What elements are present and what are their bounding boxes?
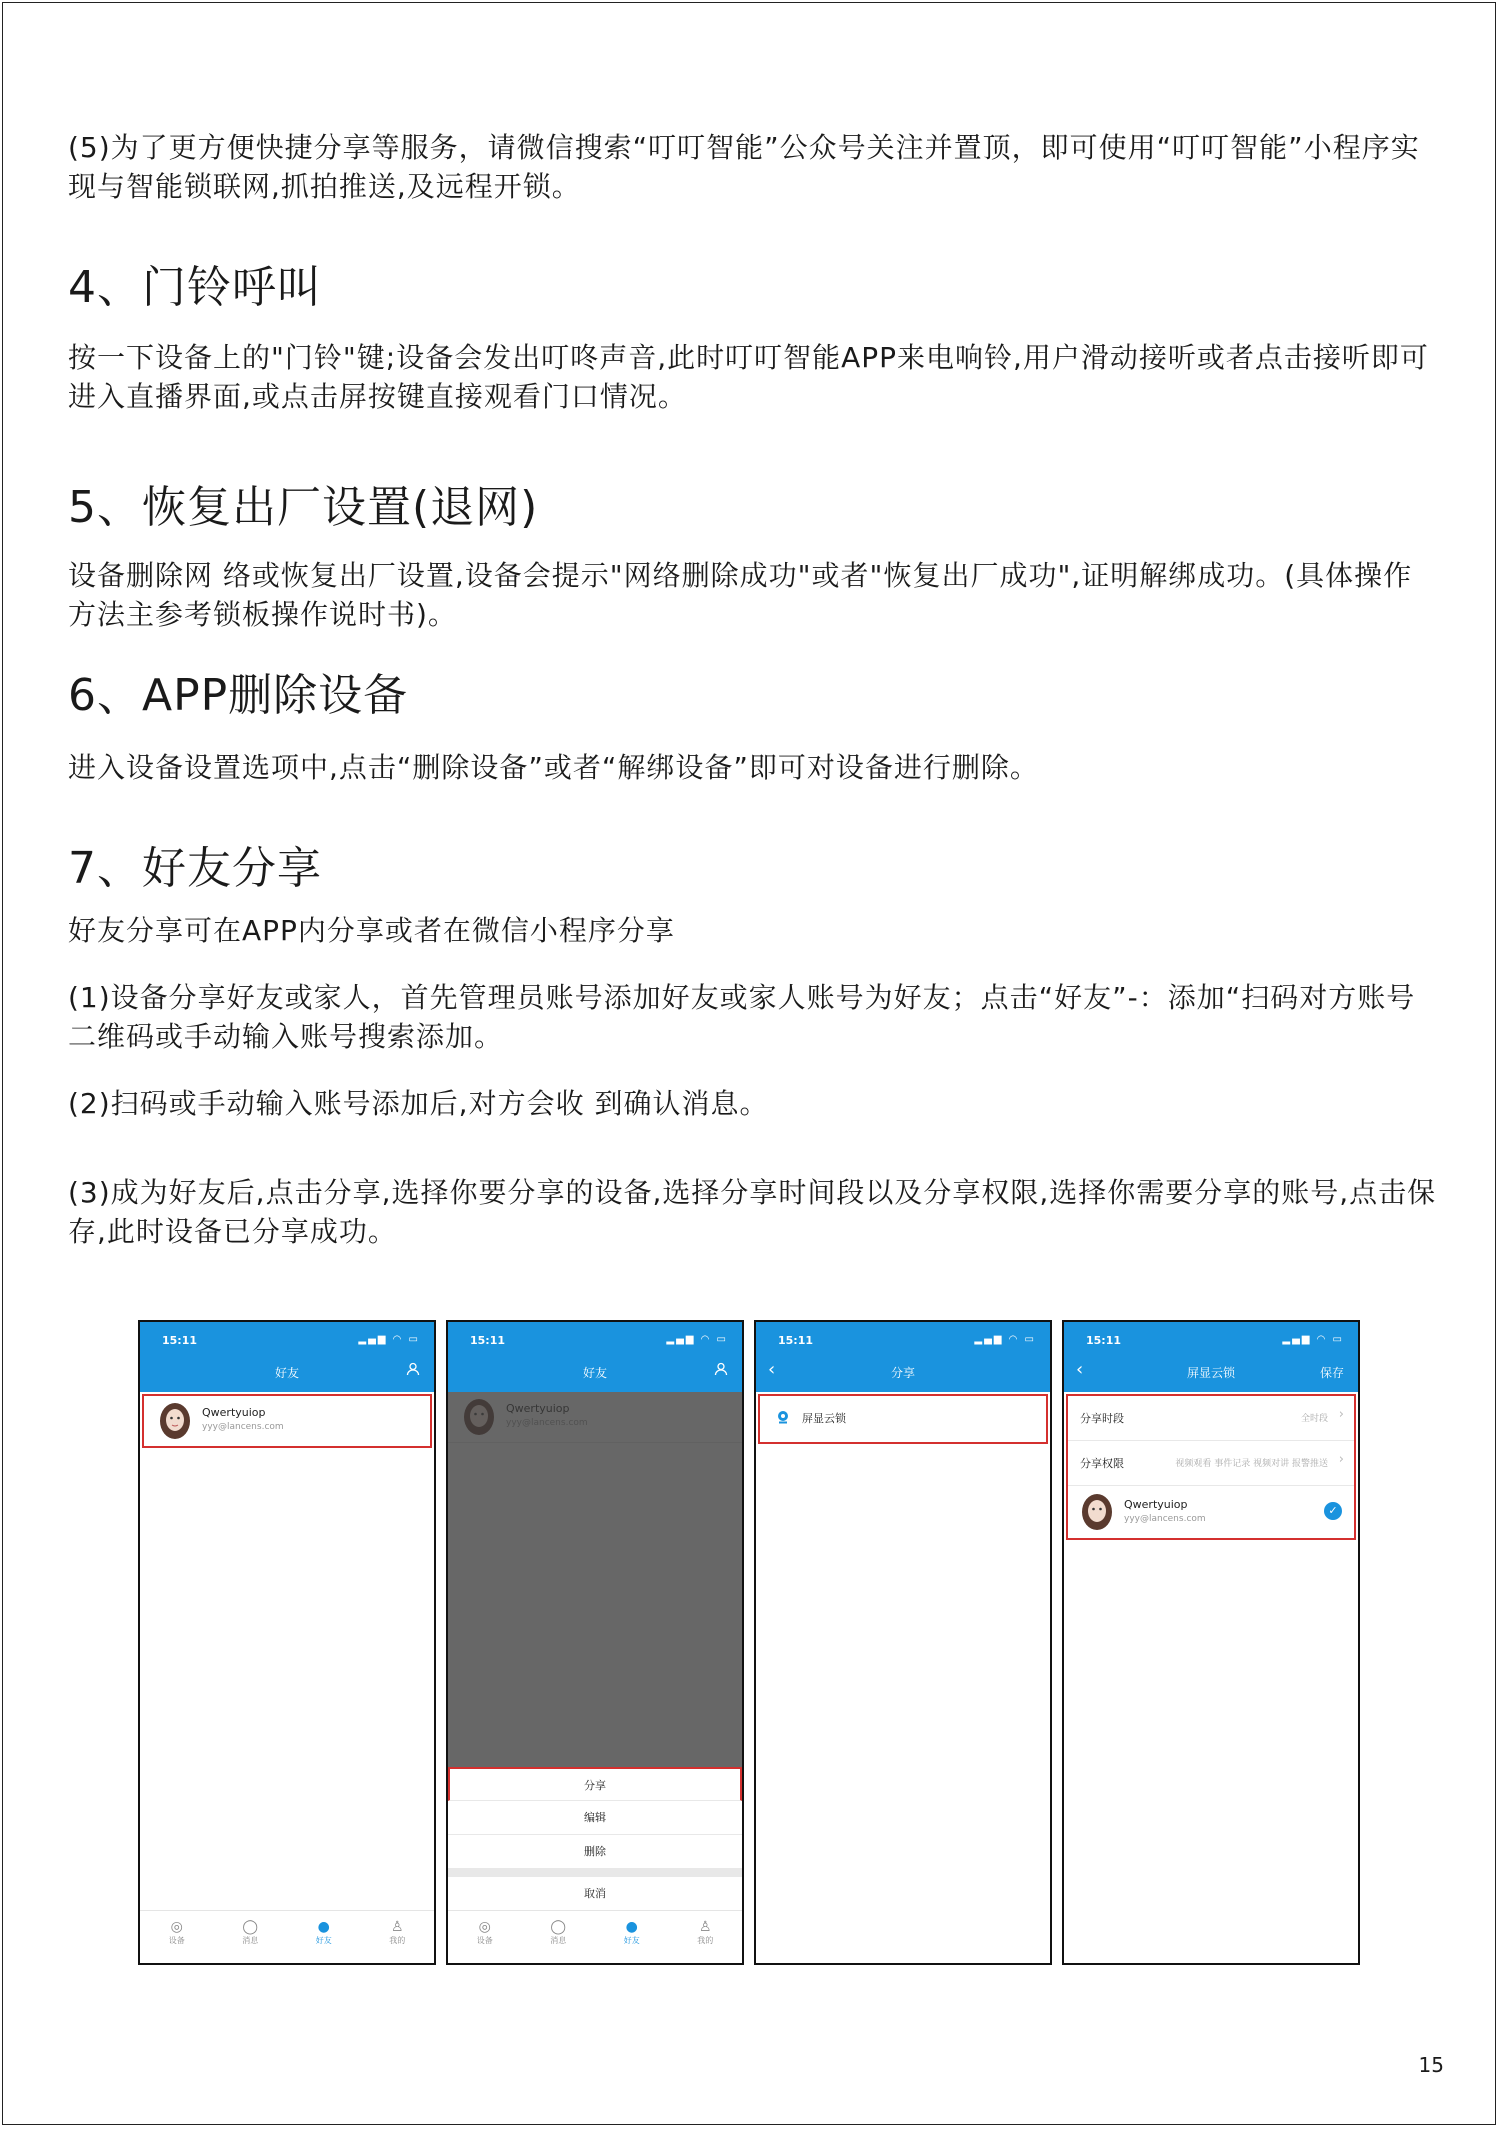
status-icons: ▂▄▆ ◠ ▭ xyxy=(358,1334,420,1345)
delete-device-paragraph: 进入设备设置选项中,点击“删除设备”或者“解绑设备”即可对设备进行删除。 xyxy=(68,751,1039,784)
camera-icon: ◎ xyxy=(170,1919,183,1935)
message-icon: ◯ xyxy=(242,1919,259,1935)
checkmark-icon[interactable]: ✓ xyxy=(1324,1502,1342,1520)
tab-messages[interactable]: ◯ 消息 xyxy=(214,1911,288,1963)
friend-email: yyy@lancens.com xyxy=(202,1422,284,1432)
person-icon: ♙ xyxy=(698,1919,712,1935)
avatar xyxy=(1080,1492,1114,1532)
sheet-cancel-button[interactable]: 取消 xyxy=(448,1877,742,1911)
bottom-tab-bar xyxy=(140,1910,434,1963)
tab-friends[interactable]: ● 好友 xyxy=(595,1911,669,1963)
heading-doorbell: 4、门铃呼叫 xyxy=(68,262,322,313)
status-time: 15:11 xyxy=(1086,1334,1122,1347)
share-period-label: 分享时段 xyxy=(1080,1412,1124,1425)
share-permission-label: 分享权限 xyxy=(1080,1457,1124,1470)
factory-reset-paragraph: 设备删除网 络或恢复出厂设置,设备会提示"网络删除成功"或者"恢复出厂成功",证明解绑成功。(具体操作方法主参考锁板操作说时书)。 xyxy=(68,559,1413,631)
phone-screen-share xyxy=(754,1320,1052,1965)
friend-name: Qwertyuiop xyxy=(1124,1498,1188,1511)
friend-share-intro: 好友分享可在APP内分享或者在微信小程序分享 xyxy=(68,914,675,947)
back-chevron-icon[interactable]: ‹ xyxy=(768,1359,776,1380)
share-settings-group xyxy=(1066,1394,1356,1540)
tab-devices[interactable]: ◎ 设备 xyxy=(140,1911,214,1963)
tab-messages[interactable]: ◯ 消息 xyxy=(522,1911,596,1963)
message-icon: ◯ xyxy=(550,1919,567,1935)
header-title: 好友 xyxy=(582,1366,607,1380)
app-header xyxy=(448,1322,742,1392)
heading-factory-reset: 5、恢复出厂设置(退网) xyxy=(68,482,539,533)
heading-delete-device: 6、APP删除设备 xyxy=(68,670,409,721)
friends-icon: ● xyxy=(625,1919,638,1935)
header-title: 分享 xyxy=(890,1366,915,1380)
chevron-right-icon: › xyxy=(1338,1407,1344,1422)
share-permission-row[interactable] xyxy=(1068,1441,1354,1486)
app-header xyxy=(140,1322,434,1392)
heading-friend-share: 7、好友分享 xyxy=(68,843,322,894)
share-period-value: 全时段 xyxy=(1300,1414,1328,1424)
camera-icon: ◎ xyxy=(478,1919,491,1935)
share-permission-value: 视频观看 事件记录 视频对讲 报警推送 xyxy=(1175,1459,1328,1469)
camera-icon xyxy=(776,1410,790,1424)
app-header xyxy=(756,1322,1050,1392)
friend-share-step2: (2)扫码或手动输入账号添加后,对方会收 到确认消息。 xyxy=(68,1087,769,1120)
section5-paragraph: (5)为了更方便快捷分享等服务，请微信搜索“叮叮智能”公众号关注并置顶，即可使用“叮叮智能”小程序实现与智能锁联网,抓拍推送,及远程开锁。 xyxy=(68,131,1420,203)
phone-screen-share-settings xyxy=(1062,1320,1360,1965)
user-add-icon[interactable] xyxy=(406,1362,420,1380)
header-title: 屏显云锁 xyxy=(1186,1366,1235,1380)
status-icons: ▂▄▆ ◠ ▭ xyxy=(1282,1334,1344,1345)
device-name: 屏显云锁 xyxy=(802,1412,846,1425)
bottom-tab-bar xyxy=(448,1910,742,1963)
tab-me[interactable]: ♙ 我的 xyxy=(669,1911,743,1963)
save-button[interactable]: 保存 xyxy=(1319,1366,1344,1380)
phone-screen-action-sheet xyxy=(446,1320,744,1965)
avatar xyxy=(158,1401,192,1441)
phone-screen-friends xyxy=(138,1320,436,1965)
status-icons: ▂▄▆ ◠ ▭ xyxy=(666,1334,728,1345)
friends-icon: ● xyxy=(317,1919,330,1935)
app-header xyxy=(1064,1322,1358,1392)
status-time: 15:11 xyxy=(778,1334,814,1347)
back-chevron-icon[interactable]: ‹ xyxy=(1076,1359,1084,1380)
status-icons: ▂▄▆ ◠ ▭ xyxy=(974,1334,1036,1345)
action-sheet xyxy=(448,1767,742,1911)
friend-share-step3: (3)成为好友后,点击分享,选择你要分享的设备,选择分享时间段以及分享权限,选择你需要分享的账号,点击保存,此时设备已分享成功。 xyxy=(68,1176,1437,1248)
tab-me[interactable]: ♙ 我的 xyxy=(361,1911,435,1963)
sheet-edit-button[interactable]: 编辑 xyxy=(448,1801,742,1835)
friend-share-step1: (1)设备分享好友或家人，首先管理员账号添加好友或家人账号为好友；点击“好友”-：添加“扫码对方账号二维码或手动输入账号搜索添加。 xyxy=(68,981,1416,1053)
share-device-item[interactable] xyxy=(758,1394,1048,1444)
sheet-delete-button[interactable]: 删除 xyxy=(448,1835,742,1869)
person-icon: ♙ xyxy=(390,1919,404,1935)
chevron-right-icon: › xyxy=(1338,1452,1344,1467)
user-add-icon[interactable] xyxy=(714,1362,728,1380)
share-period-row[interactable] xyxy=(1068,1396,1354,1441)
friend-select-row[interactable] xyxy=(1068,1486,1354,1538)
sheet-share-button[interactable]: 分享 xyxy=(448,1767,742,1801)
header-title: 好友 xyxy=(274,1366,299,1380)
friend-email: yyy@lancens.com xyxy=(1124,1514,1206,1524)
friend-name: Qwertyuiop xyxy=(202,1406,266,1419)
status-time: 15:11 xyxy=(470,1334,506,1347)
status-time: 15:11 xyxy=(162,1334,198,1347)
tab-friends[interactable]: ● 好友 xyxy=(287,1911,361,1963)
document-body xyxy=(68,128,1438,1251)
sheet-divider xyxy=(448,1869,742,1877)
page-number: 15 xyxy=(1418,2053,1444,2077)
doorbell-paragraph: 按一下设备上的"门铃"键;设备会发出叮咚声音,此时叮叮智能APP来电响铃,用户滑动接听或者点击接听即可进入直播界面,或点击屏按键直接观看门口情况。 xyxy=(68,341,1429,413)
friend-list-item[interactable] xyxy=(142,1394,432,1448)
tab-devices[interactable]: ◎ 设备 xyxy=(448,1911,522,1963)
